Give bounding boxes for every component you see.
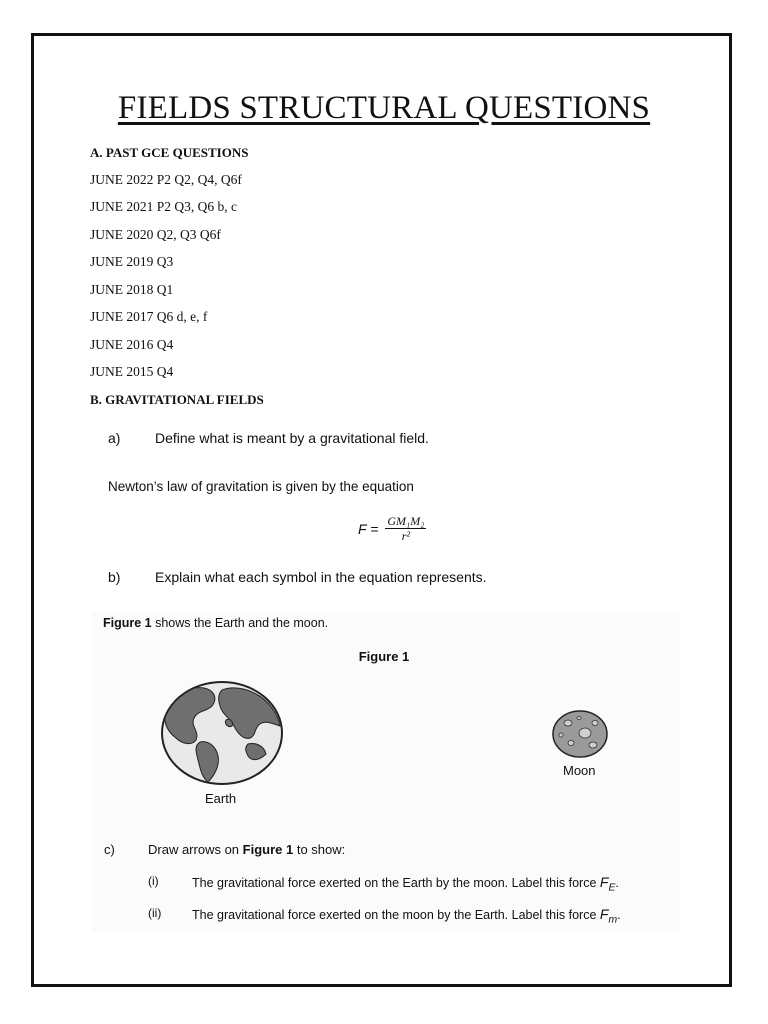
question-c-text-post: to show: <box>293 842 346 857</box>
question-c-text-pre: Draw arrows on <box>148 842 243 857</box>
newton-law-text: Newton’s law of gravitation is given by the equation <box>108 479 414 494</box>
formula-denominator: r² <box>401 529 411 543</box>
earth-label: Earth <box>205 791 237 806</box>
past-question-item: JUNE 2021 P2 Q3, Q6 b, c <box>90 199 237 214</box>
figure-intro <box>103 616 328 630</box>
figure-intro-bold: Figure 1 <box>103 616 152 630</box>
earth-icon <box>160 680 284 786</box>
past-question-item: JUNE 2020 Q2, Q3 Q6f <box>90 227 221 242</box>
figure-title: Figure 1 <box>358 649 410 664</box>
force-moon-subscript: m <box>608 914 618 926</box>
question-c-text <box>148 842 345 857</box>
formula-fraction <box>385 514 426 543</box>
question-c-i-body: The gravitational force exerted on the Earth by the moon. Label this force <box>192 876 600 890</box>
section-a-heading: A. PAST GCE QUESTIONS <box>90 145 249 160</box>
question-b-text: Explain what each symbol in the equation represents. <box>155 569 487 585</box>
question-c-text-bold: Figure 1 <box>242 842 294 857</box>
figure-intro-rest: shows the Earth and the moon. <box>151 616 329 630</box>
section-b-heading: B. GRAVITATIONAL FIELDS <box>90 392 264 407</box>
moon-icon <box>551 709 609 759</box>
question-c-i-text: The gravitational force exerted on the Earth by the moon. Label this force $F_E$. <box>192 874 619 894</box>
question-c-ii-label: (ii) <box>148 906 162 920</box>
past-question-item: JUNE 2016 Q4 <box>90 337 174 352</box>
formula-lhs: F = <box>358 520 379 537</box>
force-moon-symbol: F <box>599 906 609 922</box>
question-a-text: Define what is meant by a gravitational field. <box>155 430 429 446</box>
formula-numerator: GM₁M₂ <box>387 514 425 528</box>
past-question-item: JUNE 2017 Q6 d, e, f <box>90 309 208 324</box>
question-c-label: c) <box>104 842 115 857</box>
force-earth-subscript: E <box>608 882 616 894</box>
question-c-ii-body: The gravitational force exerted on the moon by the Earth. Label this force <box>192 908 600 922</box>
force-earth-symbol: F <box>599 874 609 890</box>
past-question-item: JUNE 2018 Q1 <box>90 282 174 297</box>
gravitation-formula <box>358 514 426 543</box>
question-c-i-label: (i) <box>148 874 159 888</box>
question-a-label: a) <box>108 430 121 446</box>
past-question-item: JUNE 2015 Q4 <box>90 364 174 379</box>
question-b-label: b) <box>108 569 121 585</box>
past-question-item: JUNE 2022 P2 Q2, Q4, Q6f <box>90 172 242 187</box>
question-c-ii-text: The gravitational force exerted on the moon by the Earth. Label this force $F_m$. <box>192 906 621 926</box>
moon-label: Moon <box>563 763 596 778</box>
past-question-item: JUNE 2019 Q3 <box>90 254 174 269</box>
page-title: FIELDS STRUCTURAL QUESTIONS <box>117 90 651 126</box>
